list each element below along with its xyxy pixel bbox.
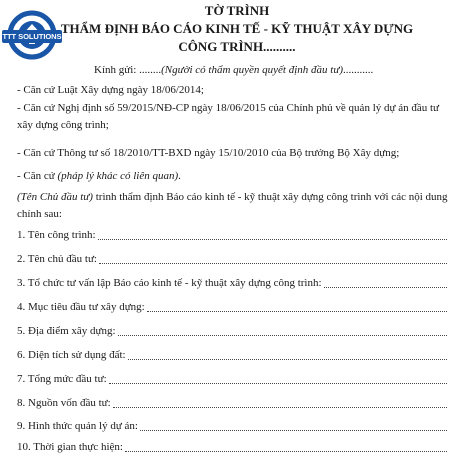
fill-in-line bbox=[324, 276, 447, 288]
greeting-recipient: (Người có thẩm quyền quyết định đầu tư) bbox=[161, 64, 343, 76]
list-item bbox=[17, 396, 457, 411]
greeting-line bbox=[94, 64, 373, 76]
item-label: 9. Hình thức quản lý dự án: bbox=[17, 420, 138, 432]
list-item bbox=[17, 228, 457, 243]
item-label: 6. Diện tích sử dụng đất: bbox=[17, 349, 126, 361]
document-subtitle: THẨM ĐỊNH BÁO CÁO KINH TẾ - KỸ THUẬT XÂY DỰNG bbox=[60, 21, 414, 36]
item-label: 4. Mục tiêu đầu tư xây dựng: bbox=[17, 301, 145, 313]
fill-in-line bbox=[109, 372, 447, 384]
fill-in-line bbox=[98, 228, 447, 240]
intro-text: trình thẩm định Báo cáo kinh tế - kỹ thuật xây dựng công trình với các nội dung chính sau: bbox=[17, 191, 448, 220]
list-item bbox=[17, 324, 457, 339]
list-item bbox=[17, 372, 457, 387]
fill-in-line bbox=[128, 348, 447, 360]
legal-basis-other bbox=[17, 168, 457, 185]
legal-basis-3: - Căn cứ Thông tư số 18/2010/TT-BXD ngày 15/10/2010 của Bộ trưởng Bộ Xây dựng; bbox=[17, 147, 400, 159]
other-basis-suffix: . bbox=[178, 170, 181, 182]
list-item bbox=[17, 276, 457, 291]
item-label: 3. Tổ chức tư vấn lập Báo cáo kinh tế - kỹ thuật xây dựng công trình: bbox=[17, 277, 322, 289]
project-name-line: CÔNG TRÌNH.......... bbox=[178, 39, 296, 54]
item-label: 2. Tên chủ đầu tư: bbox=[17, 253, 97, 265]
list-item bbox=[17, 348, 457, 363]
item-label: 1. Tên công trình: bbox=[17, 229, 96, 241]
list-item bbox=[17, 300, 457, 315]
intro-paragraph bbox=[17, 189, 457, 223]
other-basis-prefix: - Căn cứ bbox=[17, 170, 58, 182]
logo-text: TTT SOLUTIONS bbox=[2, 32, 62, 41]
legal-basis-2: - Căn cứ Nghị định số 59/2015/NĐ-CP ngày 18/06/2015 của Chính phủ về quản lý dự án đầu tư xây dựng công trình; bbox=[17, 102, 439, 131]
document-title: TỜ TRÌNH bbox=[204, 3, 270, 18]
fill-in-line bbox=[147, 300, 447, 312]
item-label: 8. Nguồn vốn đầu tư: bbox=[17, 397, 111, 409]
fill-in-line bbox=[113, 396, 447, 408]
other-basis-italic: (pháp lý khác có liên quan) bbox=[57, 170, 179, 182]
fill-in-line bbox=[140, 419, 447, 431]
fill-in-line bbox=[99, 252, 447, 264]
legal-basis-1: - Căn cứ Luật Xây dựng ngày 18/06/2014; bbox=[17, 84, 204, 96]
list-item bbox=[17, 440, 457, 455]
greeting-prefix: Kính gửi: ........ bbox=[94, 64, 162, 76]
list-item bbox=[17, 419, 457, 434]
fill-in-line bbox=[118, 324, 447, 336]
list-item bbox=[17, 252, 457, 267]
item-label: 10. Thời gian thực hiện: bbox=[17, 441, 123, 453]
item-label: 5. Địa điểm xây dựng: bbox=[17, 325, 116, 337]
greeting-suffix: ........... bbox=[343, 64, 374, 76]
intro-owner: (Tên Chủ đầu tư) bbox=[17, 191, 93, 203]
item-label: 7. Tổng mức đầu tư: bbox=[17, 373, 107, 385]
fill-in-line bbox=[125, 440, 447, 452]
